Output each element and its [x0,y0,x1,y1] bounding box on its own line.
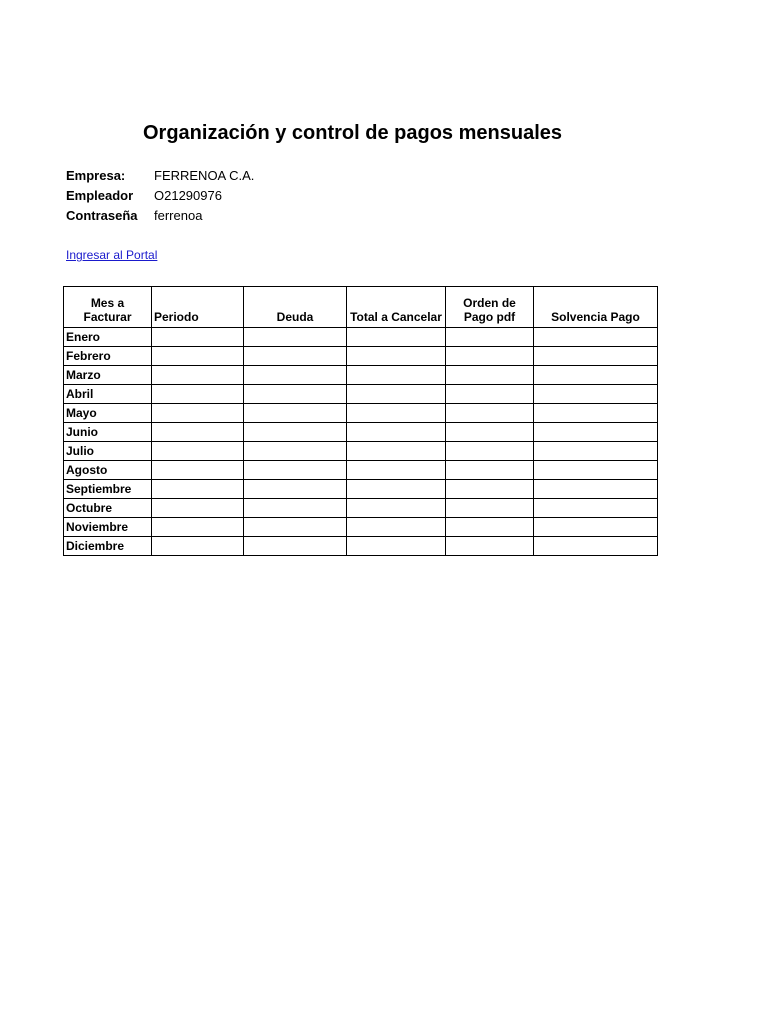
month-cell: Marzo [64,366,152,385]
total-cell[interactable] [347,518,446,537]
empleador-value: O21290976 [154,188,222,203]
periodo-cell[interactable] [152,366,244,385]
total-cell[interactable] [347,461,446,480]
table-row [64,366,658,385]
solvencia-cell[interactable] [534,404,658,423]
orden-cell[interactable] [446,461,534,480]
contrasena-label: Contraseña [66,208,138,223]
periodo-cell[interactable] [152,385,244,404]
orden-cell[interactable] [446,442,534,461]
solvencia-cell[interactable] [534,480,658,499]
table-row [64,499,658,518]
solvencia-cell[interactable] [534,385,658,404]
total-cell[interactable] [347,366,446,385]
empresa-label: Empresa: [66,168,126,183]
periodo-cell[interactable] [152,404,244,423]
solvencia-cell[interactable] [534,518,658,537]
month-cell: Julio [64,442,152,461]
total-cell[interactable] [347,328,446,347]
deuda-cell[interactable] [244,404,347,423]
deuda-cell[interactable] [244,518,347,537]
orden-cell[interactable] [446,366,534,385]
header-deuda: Deuda [244,287,347,328]
solvencia-cell[interactable] [534,328,658,347]
month-cell: Enero [64,328,152,347]
page-title: Organización y control de pagos mensuales [143,122,562,144]
total-cell[interactable] [347,423,446,442]
header-orden-line2: Pago pdf [463,310,516,324]
deuda-cell[interactable] [244,423,347,442]
periodo-cell[interactable] [152,442,244,461]
deuda-cell[interactable] [244,461,347,480]
solvencia-cell[interactable] [534,499,658,518]
orden-cell[interactable] [446,537,534,556]
month-cell: Abril [64,385,152,404]
orden-cell[interactable] [446,404,534,423]
payments-table [63,286,658,556]
month-cell: Octubre [64,499,152,518]
periodo-cell[interactable] [152,328,244,347]
total-cell[interactable] [347,480,446,499]
table-row [64,347,658,366]
month-cell: Mayo [64,404,152,423]
total-cell[interactable] [347,537,446,556]
orden-cell[interactable] [446,328,534,347]
orden-cell[interactable] [446,347,534,366]
table-row [64,404,658,423]
month-cell: Febrero [64,347,152,366]
solvencia-cell[interactable] [534,347,658,366]
orden-cell[interactable] [446,385,534,404]
table-row [64,328,658,347]
header-periodo: Periodo [152,287,244,328]
total-cell[interactable] [347,499,446,518]
total-cell[interactable] [347,404,446,423]
periodo-cell[interactable] [152,537,244,556]
header-mes-line1: Mes a [90,296,125,310]
header-solvencia-pago: Solvencia Pago [534,287,658,328]
periodo-cell[interactable] [152,499,244,518]
month-cell: Junio [64,423,152,442]
table-row [64,518,658,537]
orden-cell[interactable] [446,499,534,518]
total-cell[interactable] [347,347,446,366]
header-mes-a-facturar [64,287,152,328]
total-cell[interactable] [347,442,446,461]
solvencia-cell[interactable] [534,461,658,480]
header-mes-line2: Facturar [83,310,132,324]
table-header-row [64,287,658,328]
deuda-cell[interactable] [244,385,347,404]
total-cell[interactable] [347,385,446,404]
deuda-cell[interactable] [244,442,347,461]
deuda-cell[interactable] [244,499,347,518]
table-row [64,537,658,556]
month-cell: Septiembre [64,480,152,499]
periodo-cell[interactable] [152,423,244,442]
table-row [64,480,658,499]
deuda-cell[interactable] [244,537,347,556]
deuda-cell[interactable] [244,366,347,385]
header-orden-de-pago [446,287,534,328]
periodo-cell[interactable] [152,461,244,480]
solvencia-cell[interactable] [534,366,658,385]
periodo-cell[interactable] [152,480,244,499]
table-row [64,442,658,461]
deuda-cell[interactable] [244,328,347,347]
table-row [64,461,658,480]
solvencia-cell[interactable] [534,537,658,556]
contrasena-value: ferrenoa [154,208,203,223]
month-cell: Noviembre [64,518,152,537]
empresa-value: FERRENOA C.A. [154,168,255,183]
orden-cell[interactable] [446,518,534,537]
table-row [64,385,658,404]
month-cell: Agosto [64,461,152,480]
deuda-cell[interactable] [244,347,347,366]
portal-link[interactable]: Ingresar al Portal [66,248,158,262]
empleador-label: Empleador [66,188,134,203]
periodo-cell[interactable] [152,518,244,537]
header-total-a-cancelar: Total a Cancelar [347,287,446,328]
orden-cell[interactable] [446,423,534,442]
deuda-cell[interactable] [244,480,347,499]
solvencia-cell[interactable] [534,442,658,461]
solvencia-cell[interactable] [534,423,658,442]
month-cell: Diciembre [64,537,152,556]
periodo-cell[interactable] [152,347,244,366]
orden-cell[interactable] [446,480,534,499]
table-row [64,423,658,442]
header-orden-line1: Orden de [463,296,516,310]
